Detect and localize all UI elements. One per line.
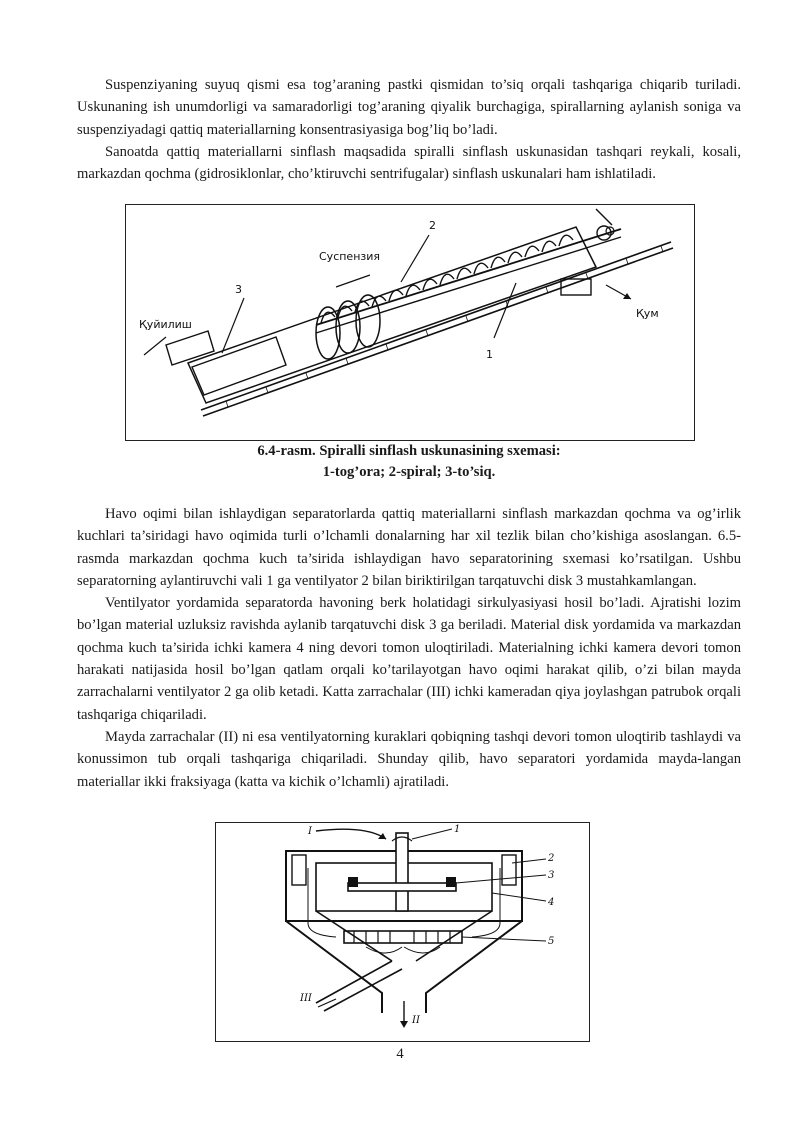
coarse-pipe-upper: [316, 961, 392, 1003]
label-II: II: [412, 1015, 420, 1026]
classifier-tub: [188, 227, 596, 403]
label-3: 3: [548, 870, 555, 881]
paragraph: Ventilyator yordamida separatorda havoning berk holatidagi sirkulyasiyasi hosil bo’ladi. Ajratishi lozim bo’lgan material uzluksiz ravishda aylanib tarqatuvchi disk 3 ga beriladi. Material disk yordamida va markazdan qochma kuch ta’sirida ichki kamera 4 ning devori tomon uloqtiriladi. Materialning ichki kamera devori tomon harakati natijasida hosil bo’lgan qatlam orqali ko’tarilayotgan havo oqimi harakat qilib, o’zi bilan mayda zarrachalarni ventilyator 2 ga olib ketadi. Katta zarrachalar (III) ichki kameradan qiya joylashgan patrubok orqali tashqariga chiqariladi.: [77, 595, 741, 723]
label-2: 2: [429, 219, 436, 232]
text-block-bottom: [77, 503, 741, 793]
fan-blade-right: [502, 855, 516, 885]
label-1: 1: [486, 348, 493, 361]
disc-edge-left: [348, 877, 358, 887]
figure-spiral-classifier: [125, 204, 695, 441]
sand-arrow-head: [623, 293, 631, 299]
drive-shaft: [396, 833, 408, 911]
spiral-classifier-diagram: [126, 205, 694, 440]
label-I: I: [308, 826, 312, 837]
air-separator-diagram: [216, 823, 589, 1041]
label-5: 5: [548, 936, 555, 947]
label-4: 4: [548, 897, 555, 908]
figure-caption-title: 6.4-rasm. Spiralli sinflash uskunasining sxemasi:: [257, 443, 561, 459]
fan-blade-left: [292, 855, 306, 885]
disc-edge-right: [446, 877, 456, 887]
label-sand: Қум: [636, 307, 659, 320]
trough-line-lower: [203, 248, 673, 416]
label-III: III: [300, 993, 312, 1004]
page-number: 4: [396, 1046, 404, 1062]
drive-lever: [596, 209, 612, 225]
text-block-top: [77, 74, 741, 185]
fine-out-arrow-head: [400, 1021, 408, 1028]
paragraph: Mayda zarrachalar (II) ni esa ventilyatorning kuraklari qobiqning tashqi devori tomon uloqtirib tashlaydi va konussimon tub orqali tashqariga chiqariladi. Shunday qilib, havo separatori yordamida mayda-langan materiallar ikki fraksiyaga (katta va kichik o’lchamli) ajratiladi.: [77, 728, 741, 790]
label-2: 2: [548, 853, 555, 864]
paragraph: Suspenziyaning suyuq qismi esa tog’araning pastki qismidan to’siq orqali tashqariga chiqarib turiladi. Uskunaning ish unumdorligi va samaradorligi tog’araning qiyalik burchagiga, spirallarning aylanish soniga va suspenziyadagi qattiq materiallarning konsentrasiyasiga bog’liq bo’ladi.: [77, 77, 741, 138]
label-3: 3: [235, 283, 242, 296]
label-pouring: Қуйилиш: [139, 318, 192, 331]
paragraph: Havo oqimi bilan ishlaydigan separatorlarda qattiq materiallarni sinflash markazdan qochma va og’irlik kuchlari ta’siridagi havo oqimida turli o’lchamli donalarning har xil tezlik bilan cho’kishiga asoslangan. 6.5-rasmda markazdan qochma kuch ta’sirida ishlaydigan havo separatorining sxemasi ko’rsatilgan. Ushbu separatorning aylantiruvchi vali 1 ga ventilyator 2 bilan biriktirilgan tarqatuvchi disk 3 mustahkamlangan.: [77, 506, 741, 589]
label-1: 1: [454, 824, 461, 835]
outer-cone-right: [426, 921, 522, 1013]
louvre-slats: [354, 931, 450, 943]
figure-air-separator: [215, 822, 590, 1042]
feed-arrow: [316, 829, 386, 839]
label-suspension: Суспензия: [319, 250, 381, 263]
paragraph: Sanoatda qattiq materiallarni sinflash maqsadida spiralli sinflash uskunasidan tashqari reykali, kosali, markazdan qochma (gidrosiklonlar, cho’ktiruvchi sentrifugalar) sinflash uskunalari ham ishlatiladi.: [77, 143, 741, 183]
feed-arrow-head: [378, 833, 386, 839]
callout-2: [401, 235, 429, 282]
trough-line-upper: [201, 242, 671, 410]
pour-arrow-line: [144, 337, 166, 355]
distributing-disc: [348, 883, 456, 891]
suspension-arrow: [336, 275, 370, 287]
outlet-chute: [166, 331, 214, 365]
coarse-pipe-lower: [324, 969, 402, 1011]
figure-caption-legend: 1-tog’ora; 2-spiral; 3-to’siq.: [322, 464, 496, 480]
